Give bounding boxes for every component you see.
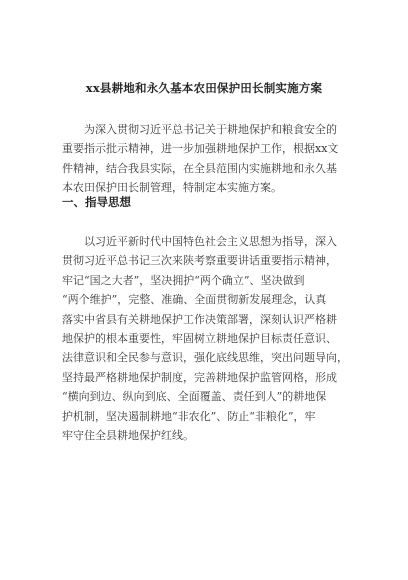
paragraph-line: 为深入贯彻习近平总书记关于耕地保护和粮食安全的	[84, 123, 337, 136]
paragraph-line: 法律意识和全民参与意识，强化底线思维，突出问题导向，	[62, 351, 348, 365]
paragraph-line: “横向到边、纵向到底、全面覆盖、责任到人”的耕地保	[62, 390, 327, 404]
paragraph-line: 件精神，结合我县实际，在全县范围内实施耕地和永久基	[62, 161, 337, 175]
paragraph-line: 本农田保护田长制管理，特制定本实施方案。	[62, 181, 282, 195]
document-title: xx县耕地和永久基本农田保护田长制实施方案	[85, 81, 323, 95]
paragraph-line: 以习近平新时代中国特色社会主义思想为指导，深入	[84, 235, 337, 248]
paragraph-line: 牢记“国之大者”，坚决拥护“两个确立”、坚决做到	[62, 273, 305, 287]
paragraph-line: 地保护的根本重要性，牢固树立耕地保护目标责任意识、	[62, 331, 337, 345]
section-paragraph	[62, 232, 362, 445]
paragraph-line: 重要指示批示精神，进一步加强耕地保护工作，根据xx文	[62, 142, 339, 156]
paragraph-line: 贯彻习近平总书记三次来陕考察重要讲话重要指示精神，	[62, 254, 337, 268]
paragraph-line: 落实中省县有关耕地保护工作决策部署，深刻认识严格耕	[62, 312, 337, 326]
paragraph-line: 护机制，坚决遏制耕地“非农化”、防止“非粮化”，牢	[62, 409, 316, 423]
paragraph-line: 坚持最严格耕地保护制度，完善耕地保护监管网格，形成	[62, 370, 337, 384]
section-heading: 一、指导思想	[62, 195, 131, 209]
intro-paragraph	[62, 120, 362, 198]
paragraph-line: “两个维护”，完整、准确、全面贯彻新发展理念，认真	[62, 293, 327, 307]
paragraph-line: 牢守住全县耕地保护红线。	[62, 428, 194, 442]
